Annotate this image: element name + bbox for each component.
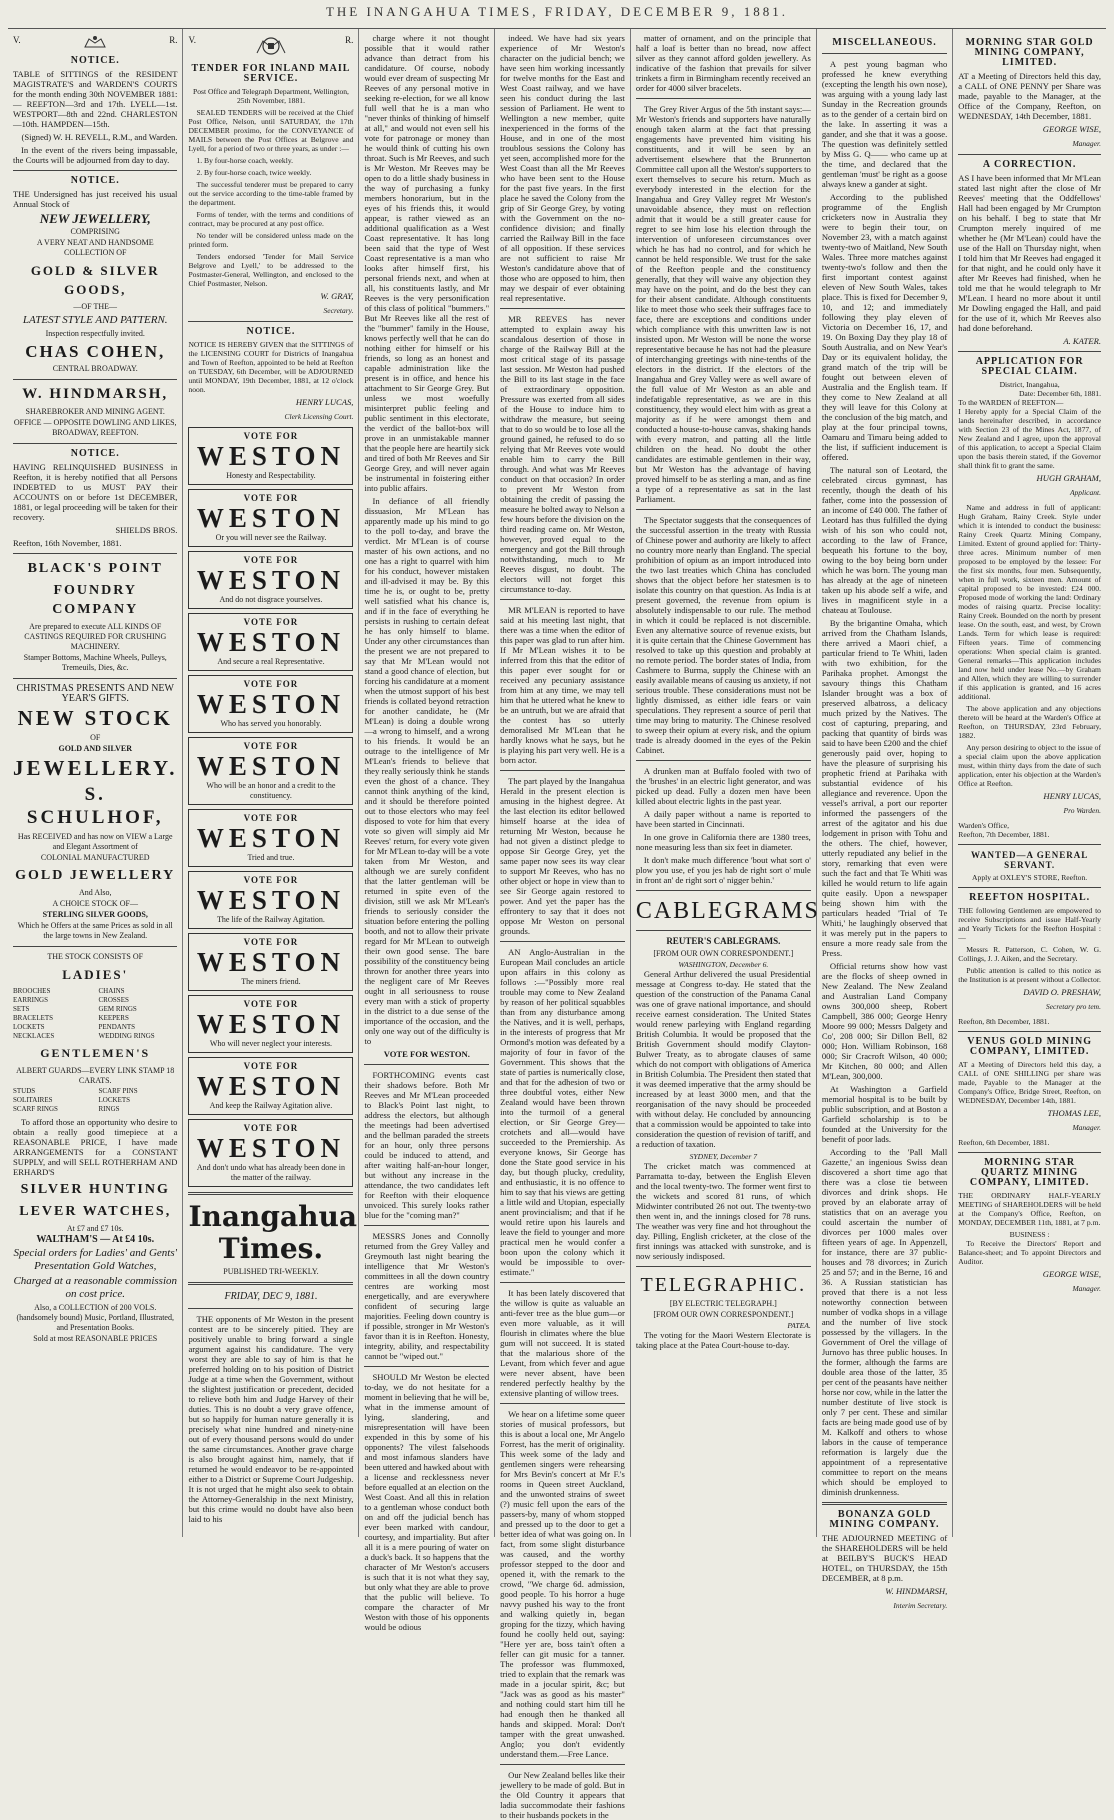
- tender-signature: W. GRAY,: [320, 291, 354, 301]
- patea-dateline: PATEA.: [787, 1321, 811, 1330]
- vote-slogan: And do not disgrace yourselves.: [219, 595, 323, 604]
- shields-signature: SHIELDS BROS.: [115, 525, 178, 535]
- divorce-drink-statistics: According to the 'Pall Mall Gazette,' an ingenious Swiss dean discovered a short time ago that there was a close tie between divorces and drink shops. He proved by an elaborate array of statistics that on an average you could ascertain the number of divorces per 1000 males over fifteen years of age. In Appenzell, for instance, there are 37 public-houses and 78 divorces; in Zurich 25 and 57; and in the Berne, 16 and 36. A Russian statistician has proved that there is a not less noteworthy connection between number of vodka shops in a village and the number of live stock possessed by the villagers. In the Government of Orel the village of Jurnovo has three public houses. In the former, although the farms are double area those of the latter, 35 per cent of the peasants have neither horse nor cow, while in the latter the number destitute of live stock is only 7 per cent. These and similar facts are being made good use of by M. Kalkoff and others to whose labors in the cause of temperance reformation is largely due the appointment of a representative committee to report on the means which should be employed to diminish drunkenness.: [821, 1147, 948, 1497]
- claim-objection: Any person desiring to object to the issue of a special claim upon the above application must, within thirty days from the date of such application, enter his objection at the Warden's Office at Reefton.: [958, 743, 1101, 788]
- sterling-silver: STERLING SILVER GOODS,: [42, 910, 148, 919]
- vote-for-weston-line: VOTE FOR WESTON.: [383, 1049, 470, 1059]
- candidate-name: WESTON: [196, 1133, 345, 1163]
- buffalo-electric-article: A drunken man at Buffalo fooled with two of the 'brushes' in an electric light generator, and was picked up dead. Fully a dozen men have been killed about electric lights in the past year.: [635, 766, 811, 806]
- latest-style: LATEST STYLE AND PATTERN.: [22, 314, 168, 326]
- royal-crest-icon: [251, 35, 291, 59]
- vote-title: VOTE FOR: [243, 555, 299, 565]
- claim-district: District, Inangahua,: [999, 380, 1060, 389]
- candidate-name: WESTON: [196, 885, 345, 915]
- silver-fashion-continued: matter of ornament, and on the principle that half a loaf is better than no bread, now affect silver as they cannot afford golden jewellery. As indicative of the fashion that prevails for silver trinkets a firm in Birmingham recently received an order for 4000 silver bracelets.: [635, 33, 811, 93]
- msq-signature: GEORGE WISE,: [1042, 1269, 1101, 1279]
- vote-ad: [188, 737, 353, 805]
- vr-left: V.: [13, 35, 21, 45]
- morning-star-signature-title: Manager.: [1072, 139, 1101, 148]
- claim-warden-signature: HENRY LUCAS,: [1043, 791, 1101, 801]
- should-weston-article: SHOULD Mr Weston be elected to-day, we do not hesitate for a moment in believing that he will be, what in the immense amount of lying, slandering, and misrepresentation will have been expended in this by some of his opponents? The vilest falsehoods and most infamous slanders have been uttered and hawked about with a license and recklessness never before equalled at an election on the West Coast. And all this in relation to a gentleman whose conduct both on and off the judicial bench has ever been marked with candour, courtesy, and impartiality. But after all it is a mere pouring of water on a duck's back. It so happens that the character of Mr Weston's accusers is such that it is not what they say, but only what they are able to prove that the public will believe. To compare the character of Mr Weston with those of his opponents would be odious: [364, 1372, 490, 1632]
- ladies-item: CROSSES: [98, 996, 129, 1004]
- notice-heading: NOTICE.: [70, 55, 120, 66]
- issue-date: FRIDAY, DEC 9, 1881.: [224, 1291, 318, 1302]
- vr-row: [13, 35, 177, 51]
- charged-commission: Charged at a reasonable commission on cost price.: [13, 1275, 178, 1300]
- and-also: And Also,: [79, 888, 112, 897]
- hindmarsh-name: W. HINDMARSH,: [22, 386, 169, 402]
- venus-signature-title: Manager.: [1072, 1123, 1101, 1132]
- tender-title: TENDER FOR INLAND MAIL SERVICE.: [191, 63, 351, 84]
- claim-signature-title: Applicant.: [1069, 488, 1101, 497]
- wanted-apply: Apply at OXLEY'S STORE, Reefton.: [972, 873, 1088, 882]
- jewellery-fashion-article: Our New Zealand belles like their jewellery to be made of gold. But in the Old Country it appears that ladia succommodate their fashions to their husbands pockets in the: [500, 1770, 625, 1820]
- vote-slogan: The life of the Railway Agitation.: [216, 915, 325, 924]
- claim-hearing: The above application and any objections thereto will be heard at the Warden's Office at Reefton, on THURSDAY, 23rd February, 1882.: [958, 704, 1101, 740]
- claim-signature: HUGH GRAHAM,: [1036, 473, 1101, 483]
- hospital-text: THE following Gentlemen are empowered to receive Subscriptions and issue Half-Yearly and Yearly Tickets for the Reefton Hospital :—: [958, 906, 1101, 942]
- sharebroker-text: SHAREBROKER AND MINING AGENT.: [25, 407, 165, 416]
- royal-crest-icon: [83, 35, 107, 51]
- gentlemen-heading: GENTLEMEN'S: [40, 1046, 151, 1060]
- msq-signature-title: Manager.: [1072, 1284, 1101, 1293]
- schulhof-text: Has RECEIVED and has now on VIEW a Large and Elegant Assortment of: [17, 832, 173, 851]
- licensing-notice: NOTICE IS HEREBY GIVEN that the SITTINGS of the LICENSING COURT for Districts of Inangahua and Town of Reefton, appointed to be held at Reefton on TUESDAY, 6th December, will be ADJOURNED until MONDAY, 19th December, 1881, at 12 o'clock noon.: [188, 340, 354, 394]
- hospital-signature-title: Secretary pro tem.: [1045, 1002, 1101, 1011]
- tender-printed: No tender will be considered unless made on the printed form.: [188, 231, 354, 249]
- maori-chief-story: By the brigantine Omaha, which arrived from the Chatham Islands, there arrived a Maori chief, a particular friend to Te Whiti, laden with two exhibition, for the Parihaka prophet. Amongst the savoury things this Chatham Islander brought was a box of preserved albatross, a delicacy much prized by the Natives. The cost of capturing, preparing, and packing that quantity of birds was said to have been £200 and the chief generously paid over, hoping to have the pleasure of surprising his prophetic friend at Parihaka with substantial evidence of his allegiance and reverence. Upon the vessel's arrival, a port our reporter informed the passengers of the arrest of the agitator and his due lodgement in prison with Tohu and the others. The chief, however, utterly repudiated any belief in the story, remarking that even were such the fact and that Te Whiti was killed he would return to life again quite easily. Upon a newspaper being shown him with the particulars headed 'Trial of Te Whiti,' he laughingly observed that it was merely put in the papers to ensure a more ready sale from the Press.: [821, 618, 948, 958]
- vote-slogan: Who will never neglect your interests.: [209, 1039, 333, 1048]
- column-1: [8, 29, 183, 1537]
- ladies-items: [13, 987, 177, 996]
- schulhof-name: S. SCHULHOF,: [26, 784, 164, 828]
- column-4: [495, 29, 631, 1820]
- gent-item: SCARF RINGS: [13, 1105, 58, 1113]
- candidate-name: WESTON: [196, 503, 345, 533]
- spectator-china-article: The Spectator suggests that the consequences of the successful assertion in the treaty with Russia of Chinese power and authority are likely to affect no country more nearly than England. The special prohibition of opium as an import introduced into the two last treaties which China has concluded shows that the object before her statesmen is to isolate this country on that question. As India is at present governed, the revenue from opium is absolutely indispensable to our rule. The method in which it could be replaced is not discernible. Even any alternative source of revenue exists, but it is quite certain that the Chinese Government has resolved to take up this question and probably at no remote period. The border states of India, from Cashmere to Burma, supply the Chinese with an easily available means of causing us anxiety, if not serious trouble. These considerations must not be lightly dismissed, as either idle fears or vain speculations. They represent a source of peril that time may bring to maturity. The Chinese resolved to sweep their opium at every risk, and the opium trade is already doomed in the eyes of the Pekin Cabinet.: [635, 515, 811, 755]
- gent-item: STUDS: [13, 1087, 36, 1095]
- correction-title: A CORRECTION.: [982, 159, 1077, 170]
- jewellery-heading: JEWELLERY.: [13, 756, 178, 780]
- new-jewellery-heading: NEW JEWELLERY,: [39, 211, 151, 226]
- sheep-returns: Official returns show how vast are the flocks of sheep owned in New Zealand. The New Zealand and Australian Land Company owns 300,000 sheep, Robert Campbell, 386 000; George Henry Moore 99 000; Messrs Dalgety and Co', 208 000; Sir Dillon Bell, 82 000; Hon. William Robinson, 168 000; Sir Cracroft Wilson, 40 000; Mr Kitchen, 80 000; and Allen M'Lean, 300,000.: [821, 961, 948, 1081]
- electric-telegraph: [BY ELECTRIC TELEGRAPH.]: [669, 1299, 777, 1308]
- gent-item: SCARF PINS: [98, 1087, 138, 1095]
- tender-terms: The successful tenderer must be prepared to carry out the service according to the time-table framed by the department.: [188, 180, 354, 207]
- claim-details: Name and address in full of applicant: Hugh Graham, Rainy Creek. Style under which it is intended to conduct the business: Rainy Creek Quartz Mining Company, Limited. Extent of ground applied for: Thirty-three acres. Minimum number of men proposed to be employed by the lessee: For the first six months, four men. Subsequently, when in full work, sixteen men. Amount of capital proposed to be invested: £24 000. Proposed mode of working the land: Ordinary modes of raising quartz. Precise locality: Rainy Creek. Bounded on the north by present lease. On the south, east, and west, by Crown Lands. Term for which lease is required: Fifteen years. Time of commencing operations: When special claim is granted. General remarks—This application includes land now held under lease No.—by Graham and Allen, which they are willing to surrender if this application is granted, and 16 acres additional.: [958, 503, 1101, 701]
- vr-right-2: R.: [345, 35, 354, 45]
- vote-ad: [188, 675, 353, 733]
- vr-left-2: V.: [188, 35, 197, 45]
- weston-character-article: indeed. We have had six years experience of Mr Weston's character on the judicial bench; we have seen him working incessantly for twelve months for the East and West Coast railway, and we have seen his conduct during the last session of Parliament. He went to Wellington a new member, quite inexperienced in the forms of the House, and in one of the most troublous sessions the Colony has yet seen, accomplished more for the West Coast than all the Mr Reeves who have been sent to the House for the past five years. In the first place he saved the Colony from the grip of Sir George Grey, by voting with the Government on the no-confidence division; and finally carried the Railway Bill in the face of all opposition. If these services are not sufficient to raise Mr Weston's candidature above that of those who are opposed to him, then may we despair of ever obtaining real representative.: [500, 33, 625, 303]
- wardens-office-date: Reefton, 7th December, 1881.: [958, 830, 1050, 839]
- candidate-name: WESTON: [196, 689, 345, 719]
- reuters-cablegrams: REUTER'S CABLEGRAMS.: [666, 936, 781, 946]
- bonanza-signature: W. HINDMARSH,: [885, 1586, 948, 1596]
- tender-forms: Forms of tender, with the terms and conditions of contract, may be procured at any post office.: [188, 210, 354, 228]
- licensing-heading: NOTICE.: [246, 326, 296, 337]
- vote-title: VOTE FOR: [243, 1123, 299, 1133]
- court-sittings-text: TABLE of SITTINGS of the RESIDENT MAGISTRATE'S and WARDEN'S COURTS for the month ending 30th NOVEMBER 1881:— REEFTON—3rd and 17th. LYELL—1st. WESTPORT—8th and 22nd. CHARLESTON—10th. HAMPDEN—15th.: [13, 69, 178, 129]
- vote-weston-ads: [188, 427, 353, 1187]
- reasonable-prices: Sold at most REASONABLE PRICES: [33, 1334, 158, 1343]
- morning-star-title: MORNING STAR GOLD MINING COMPANY, LIMITED.: [965, 37, 1094, 68]
- foundry-text: Are prepared to execute ALL KINDS OF CASTINGS REQUIRED FOR CRUSHING MACHINERY.: [24, 622, 167, 651]
- stock-consists: THE STOCK CONSISTS OF: [47, 952, 144, 961]
- column-6: [817, 29, 953, 1610]
- ladies-item: EARRINGS: [13, 996, 49, 1004]
- silver-hunting: SILVER HUNTING: [20, 1182, 170, 1197]
- wardens-office: Warden's Office,: [958, 821, 1010, 830]
- cohen-name: CHAS COHEN,: [25, 342, 166, 361]
- comprising-text: A VERY NEAT AND HANDSOME COLLECTION OF: [36, 238, 154, 257]
- morning-star-signature: GEORGE WISE,: [1042, 124, 1101, 134]
- gent-item: RINGS: [98, 1105, 120, 1113]
- newspaper-nameplate: Inangahua Times.: [188, 1200, 357, 1265]
- christmas-heading: CHRISTMAS PRESENTS AND NEW YEAR'S GIFTS.: [16, 683, 174, 704]
- mclean-report-article: MR M'LEAN is reported to have said at his meeting last night, that there was a time when the editor of this paper was glad to run after him. If Mr M'Lean wishes it to be inferred from this that the editor of this paper ever sought for or received any pecuniary assistance from him at any time, we may tell him that he uttered what he knew to be an untruth, but we are afraid that the contest has so utterly demoralised Mr M'Lean that he hardly knows what he says, but he is playing his part very well. He is a born actor.: [500, 605, 625, 765]
- choice-stock: A CHOICE STOCK OF—: [52, 899, 138, 908]
- column-5: [631, 29, 820, 1537]
- vote-ad: [188, 489, 353, 547]
- candidate-name: WESTON: [196, 947, 345, 977]
- newspaper-page: [8, 28, 1106, 1820]
- lever-price: At £7 and £7 10s.: [66, 1224, 124, 1233]
- hospital-date: Reefton, 8th December, 1881.: [958, 1017, 1050, 1026]
- willow-article: It has been lately discovered that the willow is quite as valuable an anti-fever tree as the blue gum—or even more valuable, as it will flourish in climates where the blue gum will not succeed. It is stated that the malarious shore of the Levant, from which fever and ague were never absent, have been rendered perfectly healthy by the extensive planting of willow trees.: [500, 1288, 625, 1398]
- jewellery-intro: THE Undersigned has just received his usual Annual Stock of: [13, 189, 178, 209]
- of-label: OF: [90, 733, 101, 742]
- leader-article: THE opponents of Mr Weston in the present contest are to be sincerely pitied. They are positively unable to bring forward a single argument against his candidature. The very worst they are able to say of him is that he preferred holding on to his position of District Judge at a time when the Government, without the slightest justification or precedent, decided to relieve both him and Judge Harvey of their duties. This is no doubt a very grave offence, but so happily for human nature generally it is precisely what nine hundred and ninety-nine out of every thousand persons would do under the same circumstances. Another grave charge is also brought against him, namely, that if returned he would endeavor to be re-appointed either to a District or Supreme Court Judgeship. It is not urged that he might also seek to obtain the Attorney-Generalship in the next Ministry, but this crime would no doubt have also been laid to his: [188, 1314, 354, 1524]
- morning-star-quartz-meeting: THE ORDINARY HALF-YEARLY MEETING of SHAREHOLDERS will be held at the Company's Office, Reefton, on MONDAY, DECEMBER 11th, 1881, at 7 p.m.: [958, 1191, 1101, 1227]
- bonanza-title: BONANZA GOLD MINING COMPANY.: [829, 1509, 940, 1530]
- ladies-item: BRACELETS: [13, 1014, 54, 1022]
- gold-silver-goods: GOLD & SILVER GOODS,: [30, 263, 160, 297]
- vote-ad: [188, 551, 353, 609]
- blacks-point-meeting: FORTHCOMING events cast their shadows before. Both Mr Reeves and Mr M'Lean proceeded to Black's Point last night, to address the electors, but although the meetings had been advertised and the bellman paraded the streets for an hour, only three persons could be induced to attend, and after waiting half-an-hour longer, but without any increase in the attendance, the two candidates left for Reefton with their eloquence unvoiced. This surely looks rather blue for the "coming man?": [364, 1070, 490, 1220]
- foundry-items: Stamper Bottoms, Machine Wheels, Pulleys, Tremeuils, Dies, &c.: [23, 653, 167, 672]
- cablegrams-heading: CABLEGRAMS: [635, 898, 820, 924]
- california-grove-article: In one grove in California there are 1380 trees, none measuring less than six feet in diameter.: [635, 832, 811, 852]
- wanted-servant: WANTED—A GENERAL SERVANT.: [970, 850, 1089, 870]
- morning-star-call: AT a Meeting of Directors held this day, a CALL of ONE PENNY per Share was made, payable to the Manager, at the Office of the Company, Reefton, on WEDNESDAY, 14th December, 1881.: [958, 71, 1101, 121]
- vr-right: R.: [169, 35, 178, 45]
- ladies-heading: LADIES': [62, 967, 129, 982]
- colonial-text: COLONIAL MANUFACTURED: [40, 853, 150, 862]
- bonanza-signature-title: Interim Secretary.: [893, 1601, 948, 1610]
- vr-row-2: [188, 35, 353, 59]
- timepiece-text: To afford those an opportunity who desire to obtain a really good timepiece at a REASONABLE PRICE, I have made ARRANGEMENTS for a CONSTANT SUPPLY, and will SELL ROTHERHAM AND ERHARD'S: [13, 1117, 178, 1177]
- court-sittings-signature: (Signed) W. H. REVELL, R.M., and Warden.: [21, 132, 178, 142]
- published-tri-weekly: PUBLISHED TRI-WEEKLY.: [223, 1267, 319, 1276]
- vote-slogan: Who will be an honor and a credit to the constituency.: [206, 781, 336, 800]
- business-items: To Receive the Directors' Report and Balance-sheet; and To appoint Directors and Auditor.: [958, 1239, 1101, 1266]
- hindmarsh-office: OFFICE — OPPOSITE DOWLING AND LIKES, BROADWAY, REEFTON.: [13, 418, 177, 437]
- gent-item: LOCKETS: [98, 1096, 131, 1104]
- vote-ad: [188, 933, 353, 991]
- column-3: [359, 29, 495, 1632]
- notice2-heading: NOTICE.: [70, 175, 120, 186]
- vote-slogan: And don't undo what has already been done in the matter of the railway.: [196, 1163, 345, 1182]
- cricketers-tour: According to the published programme of the English cricketers now in Australia they were to begin their tour, on November 23, with a match against twenty-two of Maitland, New South Wales. Three more matches against twenty-two's follow and then the first important contest against eleven of New South Wales, takes place. This is fixed for December 9, 10, and 12; and immediately following they play eleven of Victoria on December 16, 17, and 19. On Boxing Day they play 18 of South Australia, and on New Year's Day or its equivalent holiday, the grand match of the trip will be fought out between eleven of Australia and the English team. If they come to New Zealand at all they will leave for this Colony at the conclusion of the big match, and play at the four principal towns, Oamaru and Timaru being added to the list, if sufficient inducement is offered.: [821, 192, 948, 462]
- vote-ad: [188, 871, 353, 929]
- vote-slogan: Tried and true.: [247, 853, 295, 862]
- ladies-item: WEDDING RINGS: [98, 1032, 155, 1040]
- jones-connolly-article: MESSRS Jones and Connolly returned from the Grey Valley and Greymouth last night bearing the intelligence that Mr Weston's committees in all the down country centres are working most energetically, and are everywhere confident of securing large majorities. Feeling down country is if possible, stronger in Mr Weston's favor than it is in Reefton. Honesty, integrity, ability, and respectability cannot be "wiped out.": [364, 1231, 490, 1361]
- candidate-name: WESTON: [196, 1009, 345, 1039]
- ladies-item: NECKLACES: [13, 1032, 55, 1040]
- candidate-name: WESTON: [196, 1071, 345, 1101]
- patea-telegram: The voting for the Maori Western Electorate is taking place at the Patea Court-house to-day.: [635, 1330, 811, 1350]
- vote-ad: [188, 427, 353, 485]
- tender-option-2: 2. By four-horse coach, twice weekly.: [196, 168, 312, 177]
- vote-slogan: Honesty and Respectability.: [226, 471, 316, 480]
- masthead: THE INANGAHUA TIMES, FRIDAY, DECEMBER 9, 1881.: [325, 4, 789, 19]
- hospital-names: Messrs R. Patterson, C. Cohen, W. G. Collings, J. J. Aiken, and the Secretary.: [958, 945, 1101, 963]
- licensing-signature-title: Clerk Licensing Court.: [284, 412, 354, 421]
- grey-river-argus-article: The Grey River Argus of the 5th instant says:—Mr Weston's friends and supporters have naturally enough taken alarm at the fact that pressing engagements have prevented him visiting his constituents, and it will be seen by an advertisement elsewhere that the Brunnerton Committee call upon all the Weston's supporters to exert themselves to secure his return. Much as everybody interested in the election for the Inangahua and Grey Valley regret Mr Weston's unavoidable absence, they must on reflection admit that it would be a still greater cause for regret to see him lose his election through the intervention of unforeseen circumstances over which he has had no control, and for which he cannot be held responsible. We trust for the sake of the Reefton people and the constituency generally, that they will waive any objection they may have on the point, and do the best they can for their absent candidate. Although constituents like to meet those who seek their suffrages face to face, there are exceptions and conditions under which compliance with this unwritten law is not insisted upon. Mr Weston will be none the worse representative because he has not had the pleasure of interchanging greetings with nine-tenths of the electors in the district. If the electors of the Inangahua and Grey Valley were as well aware of the full value of Mr Weston as an able and indefatigable representative, as we are in this constituency, they would elect him with as great a majority as if he were amongst them and conducted a house-to-house canvas, shaking hands with every matron, and patting all the little children on the head. No doubt the other candidates are estimable gentlemen in their way, but Mr Weston has the advantage of having proved himself to be as sterling a man, and as fine a type of a representative as sat in the last Parliament.: [635, 104, 811, 504]
- blacks-point-title: BLACK'S POINT: [27, 561, 163, 576]
- vote-ad: [188, 995, 353, 1053]
- vote-ad: [188, 809, 353, 867]
- vote-title: VOTE FOR: [243, 1061, 299, 1071]
- ladies-item: SETS: [13, 1005, 30, 1013]
- vote-title: VOTE FOR: [243, 741, 299, 751]
- vote-ad: [188, 1119, 353, 1187]
- candidate-name: WESTON: [196, 565, 345, 595]
- vote-title: VOTE FOR: [243, 617, 299, 627]
- vote-ad: [188, 1057, 353, 1115]
- hospital-title: REEFTON HOSPITAL.: [969, 892, 1091, 903]
- vote-slogan: And keep the Railway Agitation alive.: [209, 1101, 333, 1110]
- vote-ad: [188, 613, 353, 671]
- washington-cable: General Arthur delivered the usual Presidential message at Congress to-day. He stated that the question of the construction of the Panama Canal was one of grave national importance, and should receive earnest consideration. The United States would renew parleying with England regarding British Columbia. It would be proposed that the British Government should modify Clayton-Bulwer Treaty, as to abrogate clauses of same which do not comport with obligations of America in British Columbia. The President then stated that it was deemed imperative that the army should be increased by at least 3000 men, and that the reorganisation of the navy should be proceeded with without delay. He concluded by announcing that a commission would be appointed to take into consideration the question of revision of tariff, and a reduction of taxation.: [635, 969, 811, 1149]
- notice3-heading: NOTICE.: [70, 448, 120, 459]
- sydney-dateline: SYDNEY, December 7: [689, 1152, 758, 1161]
- vote-slogan: And secure a real Representative.: [217, 657, 325, 666]
- cincinnati-paper-article: A daily paper without a name is reported to have been started in Cincinnati.: [635, 809, 811, 829]
- mclean-article: In defiance of all friendly dissuasion, Mr M'Lean has apparently made up his mind to go to the poll to-day, and brave the verdict. Mr M'Lean is of course master of his own actions, and no one has a right to quarrel with him for his conduct, however mistaken and ill-advised it may be. By this time he is, or ought to be, pretty well satisfied what his chance is, and if in the face of everything he persists in rushing to certain defeat he has only himself to blame. Under any other circumstances than the present we are not prepared to say that Mr M'Lean would not stand a good chance of election, but forcing his candidature at a moment when the utmost support of his best friends is collated beyond retraction for another candidate, he (Mr M'Lean) is doing a double wrong —a wrong to himself, and a wrong to his friends. It would be an outrage to the intelligence of Mr M'Lean's friends to believe that they really seriously think he stands even the ghost of a chance. They cannot think anything of the kind, and it should be therefore pointed out to those electors who may feel disposed to vote for him that every vote so given will simply aid Mr Reeves' return, for every vote given for Mr M'Lean to-day will be a vote taken from Mr Weston, and although we are surely confident that the latter gentleman will be returned in spite even of the division, still we ask Mr M'Lean's friends to seriously consider the situation before entering the polling booth, and not to allow their private regard for Mr M'Lean to outweigh their own good sense. The bare possibility of the constituency being thrown for another three years into the negligent care of Mr Reeves ought in all seriousness to rouse every man with a stick of property in the district to a due sense of the importance of the occasion, and the only one way out of the difficulty is to: [364, 496, 490, 1046]
- tender-option-1: 1. By four-horse coach, weekly.: [196, 156, 294, 165]
- venus-date: Reefton, 6th December, 1881.: [958, 1138, 1050, 1147]
- prices-text: Which he Offers at the same Prices as sold in all the large towns in New Zealand.: [17, 921, 173, 940]
- vote-title: VOTE FOR: [243, 875, 299, 885]
- vote-title: VOTE FOR: [243, 999, 299, 1009]
- claim-application: I Hereby apply for a Special Claim of the lands hereinafter described, in accordance with Section 23 of the Mines Act, 1877, of New Zealand and I agree, upon the approval of this application, to accept a Special Claim upon the basis therein stated, if the Governor shall think fit to grant the same.: [958, 407, 1101, 470]
- correction-text: AS I have been informed that Mr M'Lean stated last night after the close of Mr Reeves' meeting that the Oddfellows' Hall had been engaged by Mr Crumpton on his behalf. I beg to state that Mr Crumpton merely inquired of me whether he (Mr M'Lean) could have the use of the Hall on Thursday night, when I told him that Mr Reeves had engaged it for that night, and he could only have it after Mr Reeves had finished, when he told me that he would telegraph to Mr M'Lean. I heard no more about it until Mr Dowling engaged the Hall, and paid for the use of it, which Mr Reeves also had done beforehand.: [958, 173, 1101, 333]
- candidate-name: WESTON: [196, 627, 345, 657]
- ladies-item: KEEPERS: [98, 1014, 129, 1022]
- telegraphic-heading: TELEGRAPHIC.: [640, 1274, 807, 1296]
- vote-title: VOTE FOR: [243, 937, 299, 947]
- washington-dateline: WASHINGTON, December 6.: [678, 960, 769, 969]
- morning-star-quartz-title: MORNING STAR QUARTZ MINING COMPANY, LIMITED.: [969, 1157, 1090, 1188]
- bonanza-notice: THE ADJOURNED MEETING of the SHAREHOLDERS will be held at BEILBY'S BUCK'S HEAD HOTEL, on THURSDAY, the 15th DECEMBER, at 8 p.m.: [821, 1533, 948, 1583]
- vote-title: VOTE FOR: [243, 431, 299, 441]
- ladies-item: LOCKETS: [13, 1023, 45, 1031]
- waltham-price: WALTHAM'S — At £4 10s.: [36, 1234, 155, 1245]
- plow-saying: It don't make much difference 'bout what sort o' plow you use, ef you jes hab de right sort o' mule in front an' de right sort o' nigger behin.': [635, 855, 811, 885]
- own-correspondent-2: [FROM OUR OWN CORRESPONDENT.]: [653, 1310, 794, 1319]
- garfield-memorial: At Washington a Garfield memorial hospital is to be built by public subscription, and at Boston a Garfield scholarship is to be founded at the University for the benefit of poor lads.: [821, 1084, 948, 1144]
- musical-professor-article: We hear on a lifetime some queer stories of musical professors, but this is about a local one, Mr Angelo Forrest, has the merit of originality. This week some of the lady and gentlemen singers were rehearsing for Mrs Bevin's concert at Mr F.'s rooms in Queen street Auckland, and the unwonted strains of sweet (?) music fell upon the ears of the passers-by, many of whom stopped and pressed up to the door to get a better idea of what was going on. In fact, from some slight disturbance was caused, and the worthy professor stepped to the door and opened it, with the remark to the crowd, "We charge 6d. admission, good people. To his horror a huge navvy pushed his way to the front and walking quietly in, began groping for the tizzy, which having found he coolly held out, saying: "Here yer are, boss tain't often a feller can git music for a tanner. The professor was flummoxed, tried to explain that the remark was made in a jocular spirit, &c; but "Jack was as good as his master" and nothing could start him till he had enough then he thanked all hands and skipped. Moral: Don't tamper with the great unwashed. Anglo; you don't evidently understand them.—Free Lance.: [500, 1409, 625, 1759]
- candidate-name: WESTON: [196, 823, 345, 853]
- leotard-son: The natural son of Leotard, the celebrated circus gymnast, has recently, though the death of his father, come into the possession of an income of £40 000. The father of Leotard has thus fulfilled the dying wish of his son who could not, according to the law of France, bequeath his fortune to the boy, owing to the boy being born under which he was born. The young man has already at the age of nineteen taken up his abode self a wife, and lives in magnificent style in a chateau at Toulouse.: [821, 465, 948, 615]
- court-sittings-note: In the event of the rivers being impassable, the Courts will be adjourned from day to day.: [13, 145, 178, 165]
- miscellaneous-heading: MISCELLANEOUS.: [832, 37, 937, 48]
- own-correspondent-1: [FROM OUR OWN CORRESPONDENT.]: [653, 949, 794, 958]
- special-claim-title: APPLICATION FOR SPECIAL CLAIM.: [975, 356, 1084, 377]
- claim-to-warden: To the WARDEN of REEFTON—: [958, 398, 1064, 407]
- column-2: [183, 29, 359, 1537]
- new-stock-heading: NEW STOCK: [17, 706, 173, 730]
- herald-article: The part played by the Inangahua Herald in the present election is amusing in the highest degree. At the last election its editor bellowed himself hoarse at the idea of returning Mr Weston, because he had not given a distinct pledge to oppose Sir George Grey, yet the same paper now sees its way clear to support Mr Reeves, who has no other object or hope in view than to see Sir George again restored to power. And yet the paper has the effrontery to say that it does not oppose Mr Weston on personal grounds.: [500, 776, 625, 936]
- licensing-signature: HENRY LUCAS,: [295, 397, 354, 407]
- gold-jewellery: GOLD JEWELLERY: [15, 868, 176, 883]
- claim-date: Date: December 6th, 1881.: [1018, 389, 1101, 398]
- candidate-name: WESTON: [196, 441, 345, 471]
- sydney-cable: The cricket match was commenced at Parramatta to-day, between the English Eleven and the local twenty-two. The former went first to the wickets and scored 81 runs, of which Midwinter contributed 26 not out. The twenty-two then went in, and the innings closed for 78 runs. The weather was very fine and hot throughout the day. Pilling, English cricketer, at the close of the first innings was attacked with sunstroke, and is now seriously indisposed.: [635, 1161, 811, 1261]
- venus-signature: THOMAS LEE,: [1047, 1108, 1101, 1118]
- hospital-signature: DAVID O. PRESHAW,: [1023, 987, 1101, 997]
- tender-dept: Post Office and Telegraph Department, Wellington, 25th November, 1881.: [192, 87, 349, 105]
- vote-title: VOTE FOR: [243, 679, 299, 689]
- foundry-company-title: FOUNDRY COMPANY: [52, 583, 139, 617]
- tender-sealed: SEALED TENDERS will be received at the Chief Post Office, Nelson, until SATURDAY, the 17th DECEMBER proximo, for the CONVEYANCE of MAILS between the Post Offices at Belgrove and Lyell, for a period of two or three years, as under :—: [188, 108, 354, 153]
- reeves-desertion-article: MR REEVES has never attempted to explain away his scandalous desertion of those in charge of the Railway Bill at the most critical stage of its passage last session. Mr Weston had pushed the Bill to its last stage in the face of extraordinary opposition. Pressure was exerted from all sides of the House to induce him to withdraw the measure, but seeing that to do so would be to lose all the ground gained, he refused to do so relying that Mr Reeves vote would enable him to carry the Bill through. And what was Mr Reeves conduct on that occasion? In order to prevent Mr Weston from obtaining the credit of passing the measure he bolted away to Nelson a few hours before the division on the third reading came on. Mr Weston, however, proved equal to the emergency and got the Bill through notwithstanding, much to Mr Reeves disgust, no doubt. The electors will not forget this circumstance to-day.: [500, 314, 625, 594]
- lever-watches: LEVER WATCHES,: [19, 1204, 172, 1219]
- vote-slogan: Who has served you honorably.: [220, 719, 322, 728]
- venus-call: AT a Meeting of Directors held this day, a CALL of ONE SHILLING per share was made, Payable to the Manager at the Company's Office, Bridge Street, Reefton, on WEDNESDAY, December 14th, 1881.: [958, 1060, 1101, 1105]
- claim-warden-title: Pro Warden.: [1063, 806, 1101, 815]
- ladies-item: CHAINS: [98, 987, 125, 995]
- shields-date: Reefton, 16th November, 1881.: [13, 538, 122, 548]
- vote-title: VOTE FOR: [243, 493, 299, 503]
- gold-and-silver: GOLD AND SILVER: [58, 744, 132, 753]
- cohen-address: CENTRAL BROADWAY.: [52, 364, 138, 373]
- shields-notice: HAVING RELINQUISHED BUSINESS in Reefton, it is hereby notified that all Persons INDEBTED to us MUST PAY their ACCOUNTS on or before 1st DECEMBER, 1881, or legal proceeding will be taken for their recovery.: [13, 462, 178, 522]
- ladies-item: PENDANTS: [98, 1023, 136, 1031]
- hospital-public: Public attention is called to this notice as the Institution is at present without a Collector.: [958, 966, 1101, 984]
- vote-title: VOTE FOR: [243, 813, 299, 823]
- candidate-name: WESTON: [196, 751, 345, 781]
- venus-title: VENUS GOLD MINING COMPANY, LIMITED.: [967, 1036, 1093, 1057]
- tender-signature-title: Secretary.: [323, 306, 354, 315]
- vote-slogan: Or you will never see the Railway.: [215, 533, 327, 542]
- of-the-label: —OF THE—: [73, 302, 118, 311]
- business-label: BUSINESS :: [1009, 1230, 1050, 1239]
- bagman-story: A pest young bagman who professed he knew everything (excepting the length his own nose), was arguing with a young lady last Sunday in the Recreation grounds as to the gender of a certain bird on the lake. In asserting it was a gander, and she that it was a goose. The question was definitely settled by Miss G. Q—— who came up at the time, and declared that the gentleman 'must' be right as a goose always knew a gander at sight.: [821, 59, 948, 189]
- albert-guards: ALBERT GUARDS—EVERY LINK STAMP 18 CARATS.: [16, 1066, 175, 1085]
- ladies-item: GEM RINGS: [98, 1005, 137, 1013]
- gent-item: SOLITAIRES: [13, 1096, 53, 1104]
- inspection-text: Inspection respectfully invited.: [45, 329, 145, 338]
- leader-continued: charge where it not thought possible that it would rather advance than detract from his candidature. Of course, nobody would ever dream of suspecting Mr Reeves of any personal motive in seeking re-election, for we all know full well that he is a man who "never thinks of thinking of himself at all," and would not even sell his vote for patronage or money than he would think of cutting his own throat. Such is Mr Reeves, and such is Mr Weston. Mr Reeves may be open to do a little shady business in the way of purchasing a funky members honorarium, but in the eyes of his friends this, it would appear, is rather viewed as an additional qualification as a West Coast representative. It has long been said that the type of West Coast representative is a man who looks after himself first, his personal friends next, and when at all, his constituents lastly, and Mr Reeves is the very personification of this class of political "bummers." But Mr Reeves like all the rest of the "bummer" family in the House, knows perfectly well that he can do nothing either for himself or his friends, so long as an honest and capable administration like the present is in office, and hence his attachment to Sir George Grey. But unless we most woefully misinterpret public feeling and public sentiment in this electorate, the verdict of the ballot-box will prove in an unmistakable manner that the people here are heartily sick and tired of both Mr Reeves and Sir George Grey, and will never again be instrumental in foistering either into public affairs.: [364, 33, 490, 493]
- ladies-item: BROOCHES: [13, 987, 51, 995]
- anglo-australian-article: AN Anglo-Australian in the European Mail concludes an article upon affairs in this colony as follows :—"Possibly more real trouble may come to New Zealand by reason of her political squabbles than from any disturbance among the Natives, and it is well, perhaps, in the interests of progress that Mr Ormond's motion was defeated by a majority of four in favor of the Government. This shows that the state of parties is numerically close, and that for the adhesion of two or three doubtful votes, either New Zealand would have been thrown into the turmoil of a general election, or Sir George Grey—crotchets and all—would have succeeded to the Premiership. As everyone knows, Sir George has done the State good service in his day, but though plucky, credulity, and enthusiastic, it is no offence to him to say that his views are getting a little wild and Utopian, especially anent provincialism; and that if he would retire upon his laurels and leave the field to younger and more practical men he would confer a boon upon the colony which it would be impossible to over-estimate.": [500, 947, 625, 1277]
- special-orders: Special orders for Ladies' and Gents' Presentation Gold Watches,: [13, 1247, 177, 1272]
- vote-slogan: The miners friend.: [241, 977, 301, 986]
- column-7: [953, 29, 1106, 1537]
- tender-endorsed: Tenders endorsed 'Tender for Mail Service Belgrove and Lyell,' to be addressed to the Postmaster-General, Wellington, and enclosed to the Chief Postmaster, Nelson.: [188, 252, 354, 288]
- comprising-label: COMPRISING: [70, 227, 120, 236]
- correction-signature: A. KATER.: [1063, 336, 1101, 346]
- vols-collection: Also, a COLLECTION of 200 VOLS. (handsomely bound) Music, Portland, Illustrated, and Presentation Books.: [16, 1303, 174, 1332]
